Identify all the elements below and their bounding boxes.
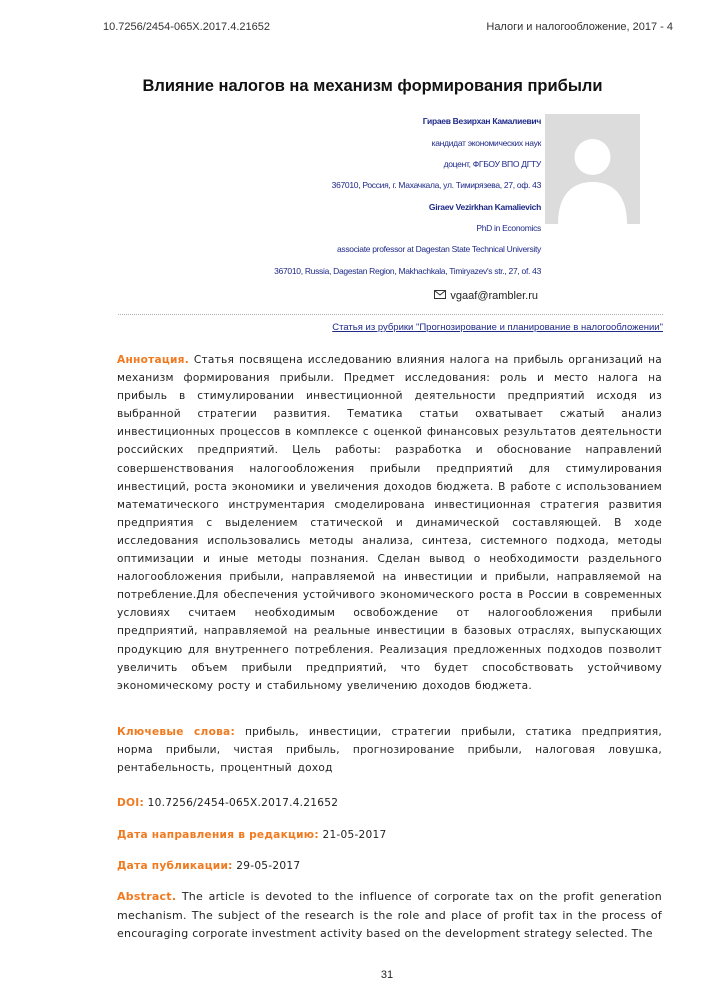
keywords-text: прибыль, инвестиции, стратегии прибыли, статика предприятия, норма прибыли, чистая прибыль, прогнозирование прибыли, налоговая ловушка, рентабельность, процентный доход (117, 726, 662, 775)
abstract-en-label: Abstract. (117, 890, 177, 903)
author-position-en: associate professor at Dagestan State Technical University (336, 244, 541, 254)
keywords-label: Ключевые слова: (117, 726, 235, 738)
published-date (117, 857, 662, 875)
author-position-ru: доцент, ФГБОУ ВПО ДГТУ (443, 159, 541, 169)
keywords (117, 723, 662, 777)
author-address-en: 367010, Russia, Dagestan Region, Makhachkala, Timiryazev's str., 27, of. 43 (274, 266, 541, 276)
doi-label: DOI: (117, 797, 144, 809)
header-doi: 10.7256/2454-065X.2017.4.21652 (103, 21, 270, 33)
published-value: 29-05-2017 (236, 860, 301, 872)
received-label: Дата направления в редакцию: (117, 829, 319, 841)
author-degree-en: PhD in Economics (476, 223, 541, 233)
received-value: 21-05-2017 (322, 829, 387, 841)
abstract-ru (117, 351, 662, 695)
author-name-ru[interactable]: Гираев Везирхан Камалиевич (422, 116, 541, 126)
author-degree-ru: кандидат экономических наук (431, 138, 541, 148)
published-label: Дата публикации: (117, 860, 233, 872)
article-title: Влияние налогов на механизм формирования прибыли (142, 77, 603, 95)
page-number: 31 (380, 969, 394, 981)
rubric-link[interactable]: Статья из рубрики "Прогнозирование и планирование в налогообложении" (332, 322, 663, 333)
received-date (117, 826, 662, 844)
abstract-ru-text: Статья посвящена исследованию влияния налога на прибыль организаций на механизм формирования прибыли. Предмет исследования: роль и место налога на прибыль в стимулировании инвестиционной деятельности предприятий исходя из выбранной стратегии развития. Тематика статьи охватывает сжатый анализ инвестиционных процессов в комплексе с оценкой финансовых результатов деятельности российских предприятий. Цель работы: разработка и обоснование направлений совершенствования налогообложения прибыли предприятий для стимулирования инвестиций, роста экономики и увеличения доходов бюджета. В работе с использованием математического инструментария смоделирована инвестиционная стратегия развития предприятия с выделением статической и динамической составляющей. В ходе исследования использовались методы анализа, синтеза, системного подхода, методы оптимизации и иные методы познания. Сделан вывод о необходимости раздельного налогообложения прибыли, направляемой на инвестиции и прибыли, направляемой на потребление.Для обеспечения устойчивого экономического роста в России в современных условиях считаем необходимым освобождение от налогообложения прибыли предприятий, направляемой на реальные инвестиции в базовых отраслях, выпускающих продукцию для внутреннего потребления. Реализация предложенных подходов позволит увеличить объем прибыли предприятий, что будет способствовать устойчивому экономическому росту и стабильному увеличению доходов бюджета. (117, 354, 662, 692)
user-avatar-placeholder-icon (545, 114, 640, 224)
doi-line (117, 794, 662, 812)
email-text[interactable]: vgaaf@rambler.ru (450, 290, 538, 302)
author-name-en[interactable]: Giraev Vezirkhan Kamalievich (428, 202, 541, 212)
author-photo (545, 114, 640, 224)
author-email[interactable] (434, 290, 538, 302)
abstract-en-text: The article is devoted to the influence of corporate tax on the profit generation mechanism. The subject of the research is the role and place of profit tax in the process of encouraging corporate investment activity based on the development strategy selected. The (117, 890, 662, 941)
abstract-ru-label: Аннотация. (117, 354, 190, 366)
header-journal: Налоги и налогообложение, 2017 - 4 (486, 21, 673, 33)
divider (118, 314, 663, 315)
doi-value: 10.7256/2454-065X.2017.4.21652 (147, 797, 339, 809)
abstract-en (117, 888, 662, 944)
author-address-ru: 367010, Россия, г. Махачкала, ул. Тимирязева, 27, оф. 43 (331, 180, 541, 190)
envelope-icon (434, 290, 446, 302)
